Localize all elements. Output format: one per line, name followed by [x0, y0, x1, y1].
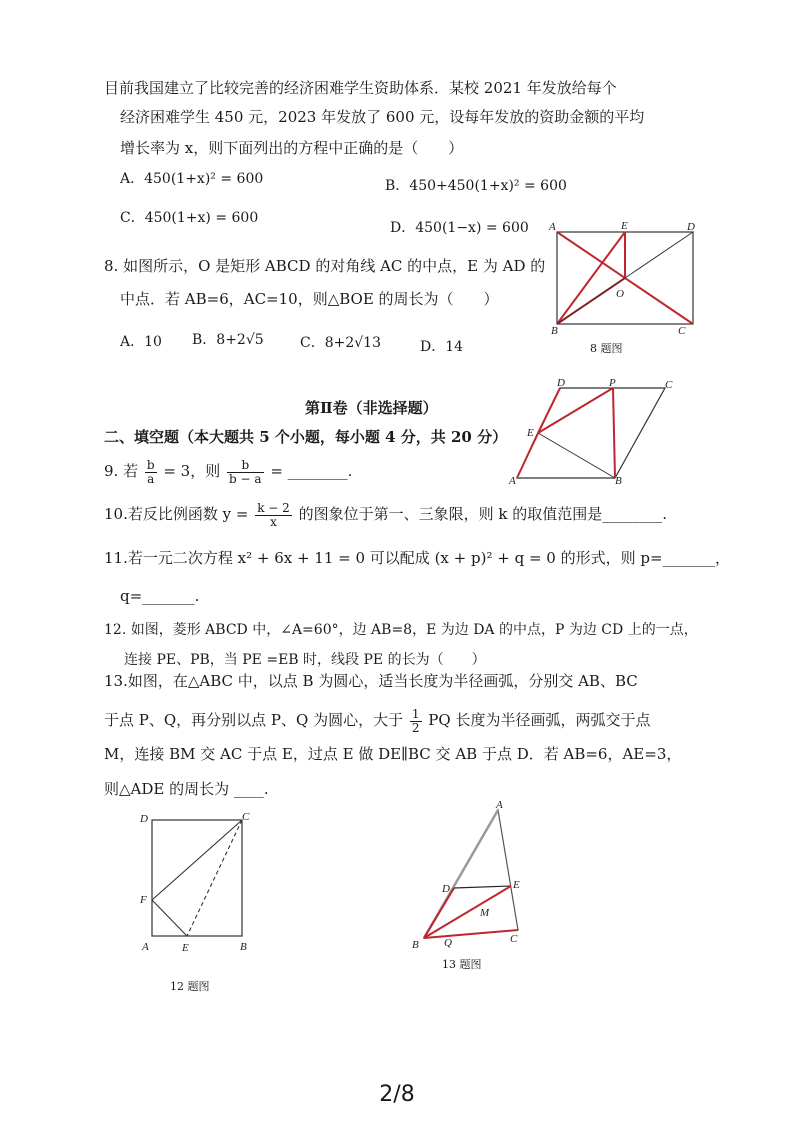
- label-p: P: [609, 378, 616, 389]
- triangle-abc: [424, 810, 518, 938]
- label-a: A: [142, 941, 149, 953]
- segment-de: [454, 886, 511, 888]
- q7-option-a: A．450(1+x)² = 600: [120, 171, 264, 187]
- q12-line-2: 连接 PE、PB，当 PE =EB 时，线段 PE 的长为（ ）: [124, 652, 486, 668]
- label-e: E: [527, 427, 534, 439]
- q9-prefix: 9. 若: [104, 462, 139, 480]
- q7-line-2: 经济困难学生 450 元，2023 年发放了 600 元，设每年发放的资助金额的平均: [120, 108, 645, 126]
- q13-line-2: [104, 705, 650, 735]
- q7-option-d: D．450(1−x) = 600: [390, 220, 529, 236]
- q10-prefix: 10.若反比例函数 y =: [104, 505, 249, 523]
- q8-rectangle-figure: [545, 218, 705, 336]
- square-abcd: [152, 820, 242, 936]
- q9-line: [104, 456, 352, 486]
- q12-line-1: 12. 如图，菱形 ABCD 中，∠A=60°，边 AB=8，E 为边 DA 的中点，P 为边 CD 上的一点，: [104, 622, 698, 638]
- q8-line-2: 中点．若 AB=6，AC=10，则△BOE 的周长为（ ）: [120, 290, 499, 308]
- label-m: M: [480, 907, 490, 919]
- q7-option-c: C．450(1+x) = 600: [120, 210, 259, 226]
- label-c: C: [678, 325, 686, 336]
- label-b: B: [551, 325, 558, 336]
- segment-ea: [517, 433, 538, 478]
- label-d: D: [442, 883, 450, 895]
- label-d: D: [557, 378, 565, 389]
- q10-fraction: [255, 502, 292, 529]
- label-a: A: [496, 800, 503, 811]
- segment-pb: [613, 388, 615, 478]
- label-b: B: [615, 475, 622, 486]
- q12-caption: 12 题图: [170, 980, 210, 993]
- q9-fraction-2: [227, 459, 264, 486]
- segment-bc: [424, 930, 518, 938]
- q8-option-a: A．10: [120, 334, 162, 350]
- segment-bd: [424, 888, 454, 938]
- q9-fraction-2-num: b: [227, 459, 264, 473]
- label-d: D: [140, 813, 148, 825]
- q8-option-c: C．8+2√13: [300, 335, 381, 351]
- q13-line-4: 则△ADE 的周长为 ____.: [104, 780, 269, 798]
- label-d: D: [687, 221, 695, 233]
- q9-mid: = 3，则: [163, 462, 221, 480]
- q13-fraction-num: 1: [411, 706, 420, 721]
- q13-line-1: 13.如图，在△ABC 中，以点 B 为圆心，适当长度为半径画弧，分别交 AB、BC: [104, 672, 638, 690]
- q12-figure: [132, 806, 262, 956]
- q10-fraction-den: x: [270, 514, 277, 529]
- q9-suffix: = ________.: [270, 462, 353, 480]
- label-a: A: [509, 475, 516, 486]
- q10-line: [104, 498, 667, 530]
- q11-line-1: 11.若一元二次方程 x² + 6x + 11 = 0 可以配成 (x + p)² + q = 0 的形式，则 p=_______，: [104, 549, 731, 567]
- label-c: C: [665, 379, 673, 391]
- q13-caption: 13 题图: [442, 958, 482, 971]
- label-c: C: [510, 933, 518, 945]
- label-e: E: [621, 220, 628, 232]
- q8-caption: 8 题图: [590, 342, 623, 355]
- q13-line-2-post: PQ 长度为半径画弧，两弧交于点: [428, 711, 651, 729]
- segment-cf: [152, 820, 242, 900]
- page-number: 2/8: [379, 1082, 415, 1107]
- q13-fraction-den: 2: [411, 720, 420, 735]
- segment-ce-dashed: [187, 820, 242, 936]
- label-c: C: [242, 811, 250, 823]
- q9-fraction-1-den: a: [147, 471, 155, 486]
- q7-line-1: 目前我国建立了比较完善的经济困难学生资助体系．某校 2021 年发放给每个: [104, 79, 617, 97]
- part2-title: 第Ⅱ卷（非选择题）: [305, 399, 438, 417]
- label-a: A: [549, 221, 556, 233]
- q13-line-3: M，连接 BM 交 AC 于点 E，过点 E 做 DE∥BC 交 AB 于点 D．若 AB=6，AE=3，: [104, 745, 682, 763]
- section-fill-blank-heading: 二、填空题（本大题共 5 个小题，每小题 4 分，共 20 分）: [104, 428, 508, 446]
- q13-fraction: [410, 708, 422, 735]
- segment-eb: [538, 433, 615, 478]
- label-e: E: [182, 942, 189, 954]
- q7-option-b: B．450+450(1+x)² = 600: [385, 178, 567, 194]
- label-q: Q: [444, 937, 452, 949]
- segment-eb: [557, 232, 625, 324]
- q10-suffix: 的图象位于第一、三象限，则 k 的取值范围是________.: [298, 505, 667, 523]
- q8-line-1: 8. 如图所示，O 是矩形 ABCD 的对角线 AC 的中点，E 为 AD 的: [104, 257, 546, 275]
- label-e: E: [513, 879, 520, 891]
- q10-fraction-num: k − 2: [257, 500, 290, 515]
- q7-line-3: 增长率为 x，则下面列出的方程中正确的是（ ）: [120, 139, 464, 157]
- label-b: B: [412, 939, 419, 950]
- q11-line-2: q=_______.: [120, 587, 200, 605]
- label-b: B: [240, 941, 247, 953]
- rhombus-figure: [505, 378, 680, 486]
- q9-fraction-1-num: b: [146, 457, 155, 472]
- label-f: F: [140, 894, 147, 906]
- q8-option-d: D．14: [420, 339, 464, 355]
- q9-fraction-1: [145, 459, 157, 486]
- q9-fraction-2-den: b − a: [229, 471, 262, 486]
- segment-fe: [152, 900, 187, 936]
- q13-figure: [410, 800, 530, 950]
- q13-line-2-pre: 于点 P、Q，再分别以点 P、Q 为圆心，大于: [104, 711, 404, 729]
- segment-be: [424, 886, 511, 938]
- label-o: O: [616, 288, 624, 300]
- q8-option-b: B．8+2√5: [192, 332, 264, 348]
